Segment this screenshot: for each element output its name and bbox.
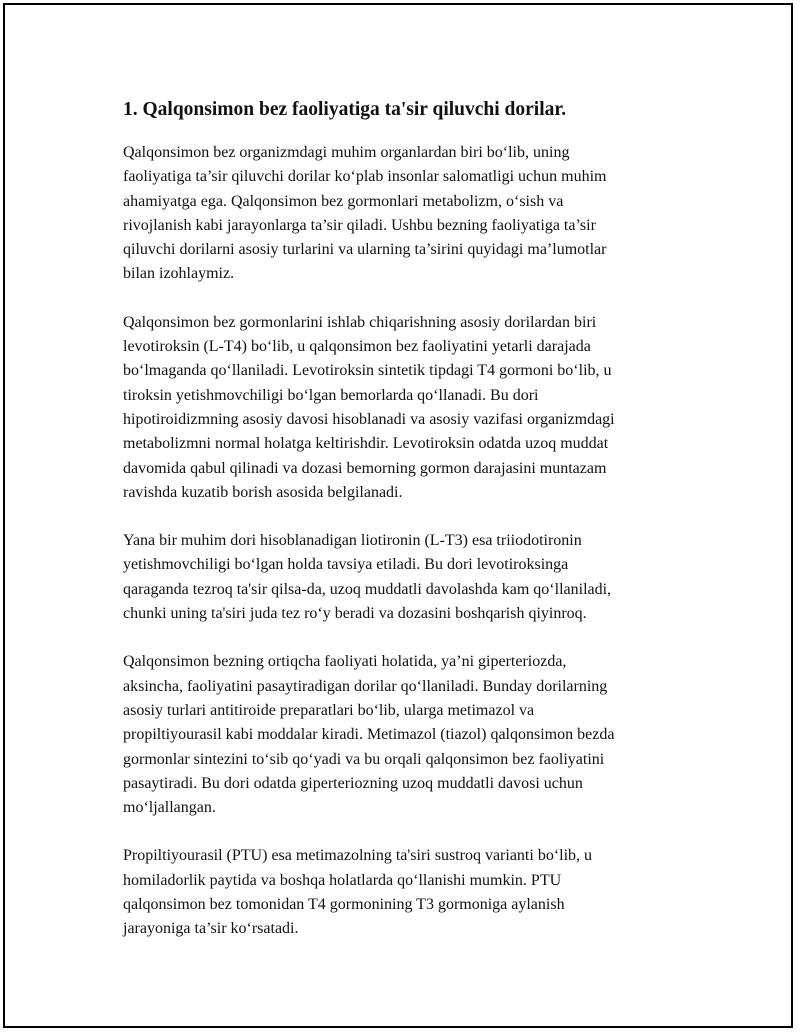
text-line: faoliyatiga ta’sir qiluvchi dorilar ko‘plab insonlar salomatligi uchun muhim — [123, 168, 607, 186]
paragraph-list — [123, 141, 713, 942]
text-line: Qalqonsimon bez organizmdagi muhim organlardan biri bo‘lib, uning — [123, 144, 570, 161]
text-line: ravishda kuzatib borish asosida belgilanadi. — [123, 483, 403, 501]
text-line: tiroksin yetishmovchiligi bo‘lgan bemorlarda qo‘llanadi. Bu dori — [123, 386, 539, 404]
text-line: levotiroksin (L-T4) bo‘lib, u qalqonsimon bez faoliyatini yetarli darajada — [123, 338, 591, 356]
paragraph — [123, 844, 713, 941]
text-line: gormonlar sintezini to‘sib qo‘yadi va bu orqali qalqonsimon bez faoliyatini — [123, 750, 605, 768]
text-line: mo‘ljallangan. — [123, 799, 216, 817]
text-line: Propiltiyourasil (PTU) esa metimazolning ta'siri sustroq varianti bo‘lib, u — [123, 847, 593, 865]
text-line: ahamiyatga ega. Qalqonsimon bez gormonlari metabolizm, o‘sish va — [123, 192, 564, 210]
text-line: Qalqonsimon bez gormonlarini ishlab chiqarishning asosiy dorilardan biri — [123, 313, 597, 331]
paragraph — [123, 311, 713, 505]
paragraph — [123, 529, 713, 626]
text-line: metabolizmni normal holatga keltirishdir. Levotiroksin odatda uzoq muddat — [123, 435, 609, 453]
text-line: Qalqonsimon bezning ortiqcha faoliyati holatida, ya’ni giperteriozda, — [123, 653, 567, 671]
document-body — [123, 97, 713, 966]
text-line: pasaytiradi. Bu dori odatda giperteriozning uzoq muddatli davosi uchun — [123, 774, 583, 792]
text-line: yetishmovchiligi bo‘lgan holda tavsiya etiladi. Bu dori levotiroksinga — [123, 556, 569, 574]
text-line: qaraganda tezroq ta'sir qilsa-da, uzoq muddatli davolashda kam qo‘llaniladi, — [123, 580, 612, 598]
text-line: chunki uning ta'siri juda tez ro‘y beradi va dozasini boshqarish qiyinroq. — [123, 605, 587, 623]
text-line: qalqonsimon bez tomonidan T4 gormonining T3 gormoniga aylanish — [123, 896, 565, 914]
page-frame — [3, 3, 793, 1028]
text-line: Yana bir muhim dori hisoblanadigan liotironin (L-T3) esa triiodotironin — [123, 532, 582, 550]
paragraph — [123, 650, 713, 820]
text-line: aksincha, faoliyatini pasaytiradigan dorilar qo‘llaniladi. Bunday dorilarning — [123, 677, 608, 695]
text-line: bo‘lmaganda qo‘llaniladi. Levotiroksin sintetik tipdagi T4 gormoni bo‘lib, u — [123, 362, 612, 380]
text-line: hipotiroidizmning asosiy davosi hisoblanadi va asosiy vazifasi organizmdagi — [123, 410, 615, 428]
text-line: qiluvchi dorilarni asosiy turlarini va ularning ta’sirini quyidagi ma’lumotlar — [123, 241, 607, 259]
text-line: homiladorlik paytida va boshqa holatlarda qo‘llanishi mumkin. PTU — [123, 871, 562, 889]
section-heading: 1. Qalqonsimon bez faoliyatiga ta'sir qiluvchi dorilar. — [123, 99, 567, 120]
text-line: asosiy turlari antitiroide preparatlari bo‘lib, ularga metimazol va — [123, 701, 535, 719]
text-line: bilan izohlaymiz. — [123, 265, 235, 283]
text-line: davomida qabul qilinadi va dozasi bemorning gormon darajasini muntazam — [123, 459, 607, 477]
text-line: jarayoniga ta’sir ko‘rsatadi. — [123, 920, 299, 938]
paragraph — [123, 141, 713, 287]
text-line: propiltiyourasil kabi moddalar kiradi. Metimazol (tiazol) qalqonsimon bezda — [123, 726, 615, 744]
text-line: rivojlanish kabi jarayonlarga ta’sir qiladi. Ushbu bezning faoliyatiga ta’sir — [123, 216, 596, 234]
